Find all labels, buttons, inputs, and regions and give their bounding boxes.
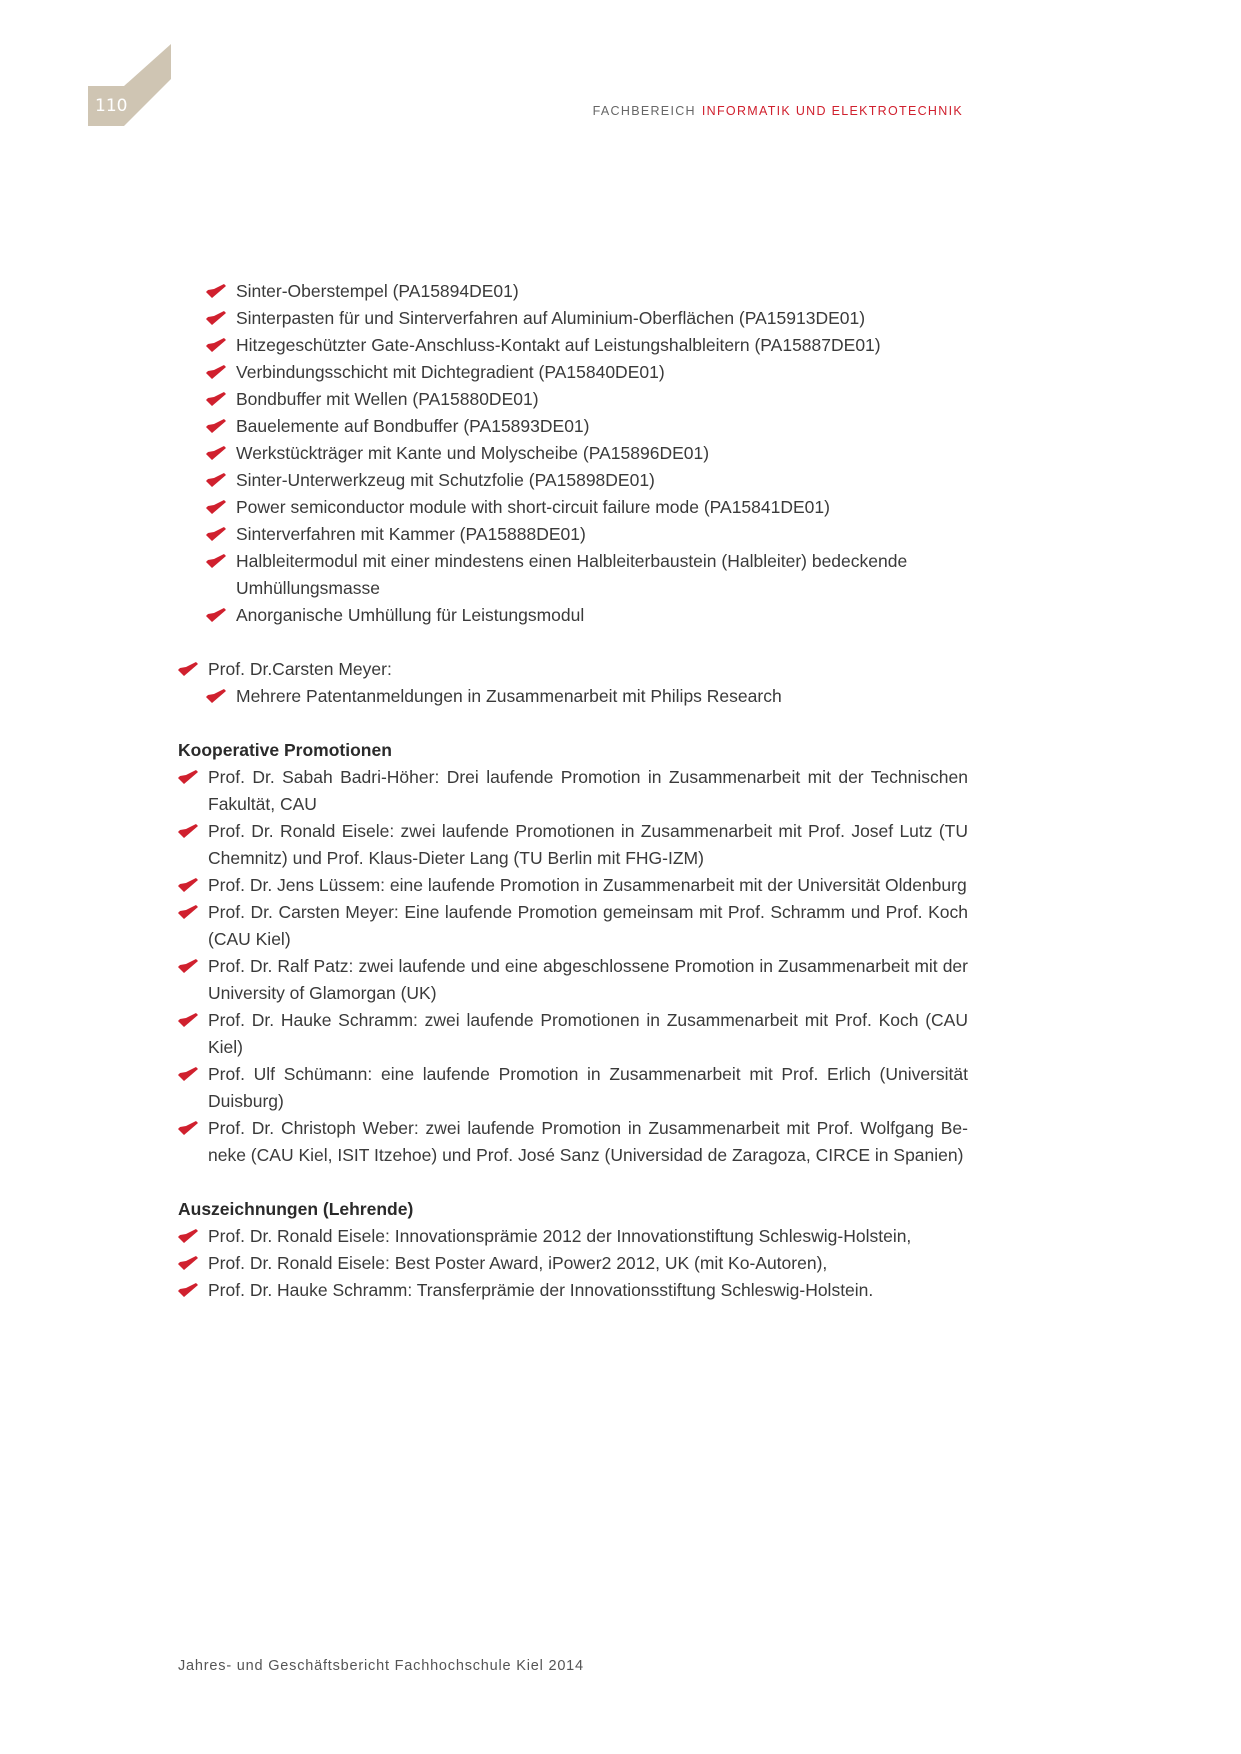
patent-item-text: Sinterverfahren mit Kammer (PA15888DE01): [236, 524, 586, 544]
patents-list: [206, 278, 968, 629]
red-checkmark-bullet-icon: [178, 1283, 198, 1298]
patent-item: [206, 332, 968, 359]
promotion-item-text: Prof. Dr. Sabah Badri-Höher: Drei laufende Promotion in Zusammenarbeit mit der Technischen Fakultät, CAU: [208, 767, 968, 814]
patent-item: [206, 521, 968, 548]
list-item-meyer: [178, 656, 968, 683]
patent-item: [206, 278, 968, 305]
promotion-item-text: Prof. Dr. Hauke Schramm: zwei laufende Promotionen in Zusammenarbeit mit Prof. Koch (CAU Kiel): [208, 1010, 968, 1057]
red-checkmark-bullet-icon: [178, 770, 198, 785]
promotion-item: [178, 953, 968, 1007]
red-checkmark-bullet-icon: [206, 608, 226, 623]
patent-item: [206, 467, 968, 494]
patent-item-text: Sinter-Unterwerkzeug mit Schutzfolie (PA15898DE01): [236, 470, 655, 490]
patent-item-text: Werkstückträger mit Kante und Molyscheibe (PA15896DE01): [236, 443, 710, 463]
running-header: [593, 104, 963, 118]
red-checkmark-bullet-icon: [206, 500, 226, 515]
meyer-patent-item-text: Mehrere Patentanmeldungen in Zusammenarbeit mit Philips Research: [236, 686, 782, 706]
award-item-text: Prof. Dr. Ronald Eisele: Innovationsprämie 2012 der Innovationstiftung Schleswig-Holstein,: [208, 1226, 912, 1246]
promotion-item-text: Prof. Dr. Christoph Weber: zwei laufende Promotion in Zusammenarbeit mit Prof. Wolfgang Be-neke (CAU Kiel, ISIT Itzehoe) und Prof. José Sanz (Universidad de Zaragoza, CIRCE in Spanien): [208, 1118, 968, 1165]
patent-item-text: Sinter-Oberstempel (PA15894DE01): [236, 281, 519, 301]
patent-item: [206, 413, 968, 440]
award-item: [178, 1223, 968, 1250]
award-item-text: Prof. Dr. Hauke Schramm: Transferprämie der Innovationsstiftung Schleswig-Holstein.: [208, 1280, 874, 1300]
patent-item: [206, 359, 968, 386]
red-checkmark-bullet-icon: [206, 527, 226, 542]
red-checkmark-bullet-icon: [206, 392, 226, 407]
patent-item-text: Bauelemente auf Bondbuffer (PA15893DE01): [236, 416, 590, 436]
promotion-item: [178, 818, 968, 872]
promotion-item-text: Prof. Dr. Ralf Patz: zwei laufende und eine abgeschlossene Promotion in Zusammenarbeit mit der University of Glamorgan (UK): [208, 956, 968, 1003]
patent-item: [206, 440, 968, 467]
page-tab-shape: [0, 0, 200, 140]
promotion-item-text: Prof. Dr. Ronald Eisele: zwei laufende Promotionen in Zusammenarbeit mit Prof. Josef Lutz (TU Chemnitz) und Prof. Klaus-Dieter Lang (TU Berlin mit FHG-IZM): [208, 821, 968, 868]
section-name: INFORMATIK UND ELEKTROTECHNIK: [701, 104, 963, 118]
award-item: [178, 1277, 968, 1304]
patent-item-text: Anorganische Umhüllung für Leistungsmodul: [236, 605, 585, 625]
patent-item: [206, 602, 968, 629]
promotion-item-text: Prof. Dr. Jens Lüssem: eine laufende Promotion in Zusammenarbeit mit der Universität Oldenburg: [208, 875, 967, 895]
red-checkmark-bullet-icon: [206, 689, 226, 704]
red-checkmark-bullet-icon: [178, 878, 198, 893]
promotion-item: [178, 872, 968, 899]
patent-item-text: Bondbuffer mit Wellen (PA15880DE01): [236, 389, 539, 409]
award-item: [178, 1250, 968, 1277]
red-checkmark-bullet-icon: [206, 554, 226, 569]
red-checkmark-bullet-icon: [206, 446, 226, 461]
patent-item-text: Halbleitermodul mit einer mindestens einen Halbleiterbaustein (Halbleiter) bedeckende Umhüllungsmasse: [236, 551, 908, 598]
spacer: [178, 710, 968, 737]
patent-item: [206, 386, 968, 413]
red-checkmark-bullet-icon: [178, 824, 198, 839]
promotion-item: [178, 899, 968, 953]
red-checkmark-bullet-icon: [206, 338, 226, 353]
section-heading-promotionen: Kooperative Promotionen: [178, 740, 392, 760]
spacer: [178, 629, 968, 656]
red-checkmark-bullet-icon: [178, 1013, 198, 1028]
promotionen-list: [178, 764, 968, 1169]
patent-item-text: Power semiconductor module with short-circuit failure mode (PA15841DE01): [236, 497, 830, 517]
meyer-sub-list: [206, 683, 968, 710]
promotion-item: [178, 1115, 968, 1169]
meyer-patent-item: [206, 683, 968, 710]
red-checkmark-bullet-icon: [178, 1256, 198, 1271]
red-checkmark-bullet-icon: [206, 365, 226, 380]
patent-item: [206, 548, 968, 602]
red-checkmark-bullet-icon: [206, 311, 226, 326]
section-prefix: FACHBEREICH: [592, 104, 696, 118]
promotion-item: [178, 1061, 968, 1115]
promotion-item-text: Prof. Dr. Carsten Meyer: Eine laufende Promotion gemeinsam mit Prof. Schramm und Prof. Koch (CAU Kiel): [208, 902, 968, 949]
section-heading-auszeichnungen: Auszeichnungen (Lehrende): [178, 1199, 414, 1219]
footer-text: Jahres- und Geschäftsbericht Fachhochschule Kiel 2014: [178, 1658, 584, 1674]
red-checkmark-bullet-icon: [178, 905, 198, 920]
patent-item: [206, 305, 968, 332]
red-checkmark-bullet-icon: [206, 419, 226, 434]
red-checkmark-bullet-icon: [178, 1067, 198, 1082]
promotion-item: [178, 764, 968, 818]
red-checkmark-bullet-icon: [178, 662, 198, 677]
red-checkmark-bullet-icon: [206, 284, 226, 299]
patent-item-text: Sinterpasten für und Sinterverfahren auf Aluminium-Oberflächen (PA15913DE01): [236, 308, 866, 328]
auszeichnungen-list: [178, 1223, 968, 1304]
spacer: [178, 1169, 968, 1196]
red-checkmark-bullet-icon: [178, 959, 198, 974]
patent-item-text: Hitzegeschützter Gate-Anschluss-Kontakt auf Leistungshalbleitern (PA15887DE01): [236, 335, 881, 355]
red-checkmark-bullet-icon: [178, 1121, 198, 1136]
page-number: 110: [95, 96, 128, 116]
award-item-text: Prof. Dr. Ronald Eisele: Best Poster Award, iPower2 2012, UK (mit Ko-Autoren),: [208, 1253, 828, 1273]
meyer-name: Prof. Dr.Carsten Meyer:: [208, 659, 392, 679]
red-checkmark-bullet-icon: [206, 473, 226, 488]
meyer-list: [178, 656, 968, 683]
red-checkmark-bullet-icon: [178, 1229, 198, 1244]
patent-item: [206, 494, 968, 521]
promotion-item: [178, 1007, 968, 1061]
patent-item-text: Verbindungsschicht mit Dichtegradient (PA15840DE01): [236, 362, 665, 382]
promotion-item-text: Prof. Ulf Schümann: eine laufende Promotion in Zusammenarbeit mit Prof. Erlich (Universität Duisburg): [208, 1064, 968, 1111]
main-content: [178, 278, 968, 1304]
